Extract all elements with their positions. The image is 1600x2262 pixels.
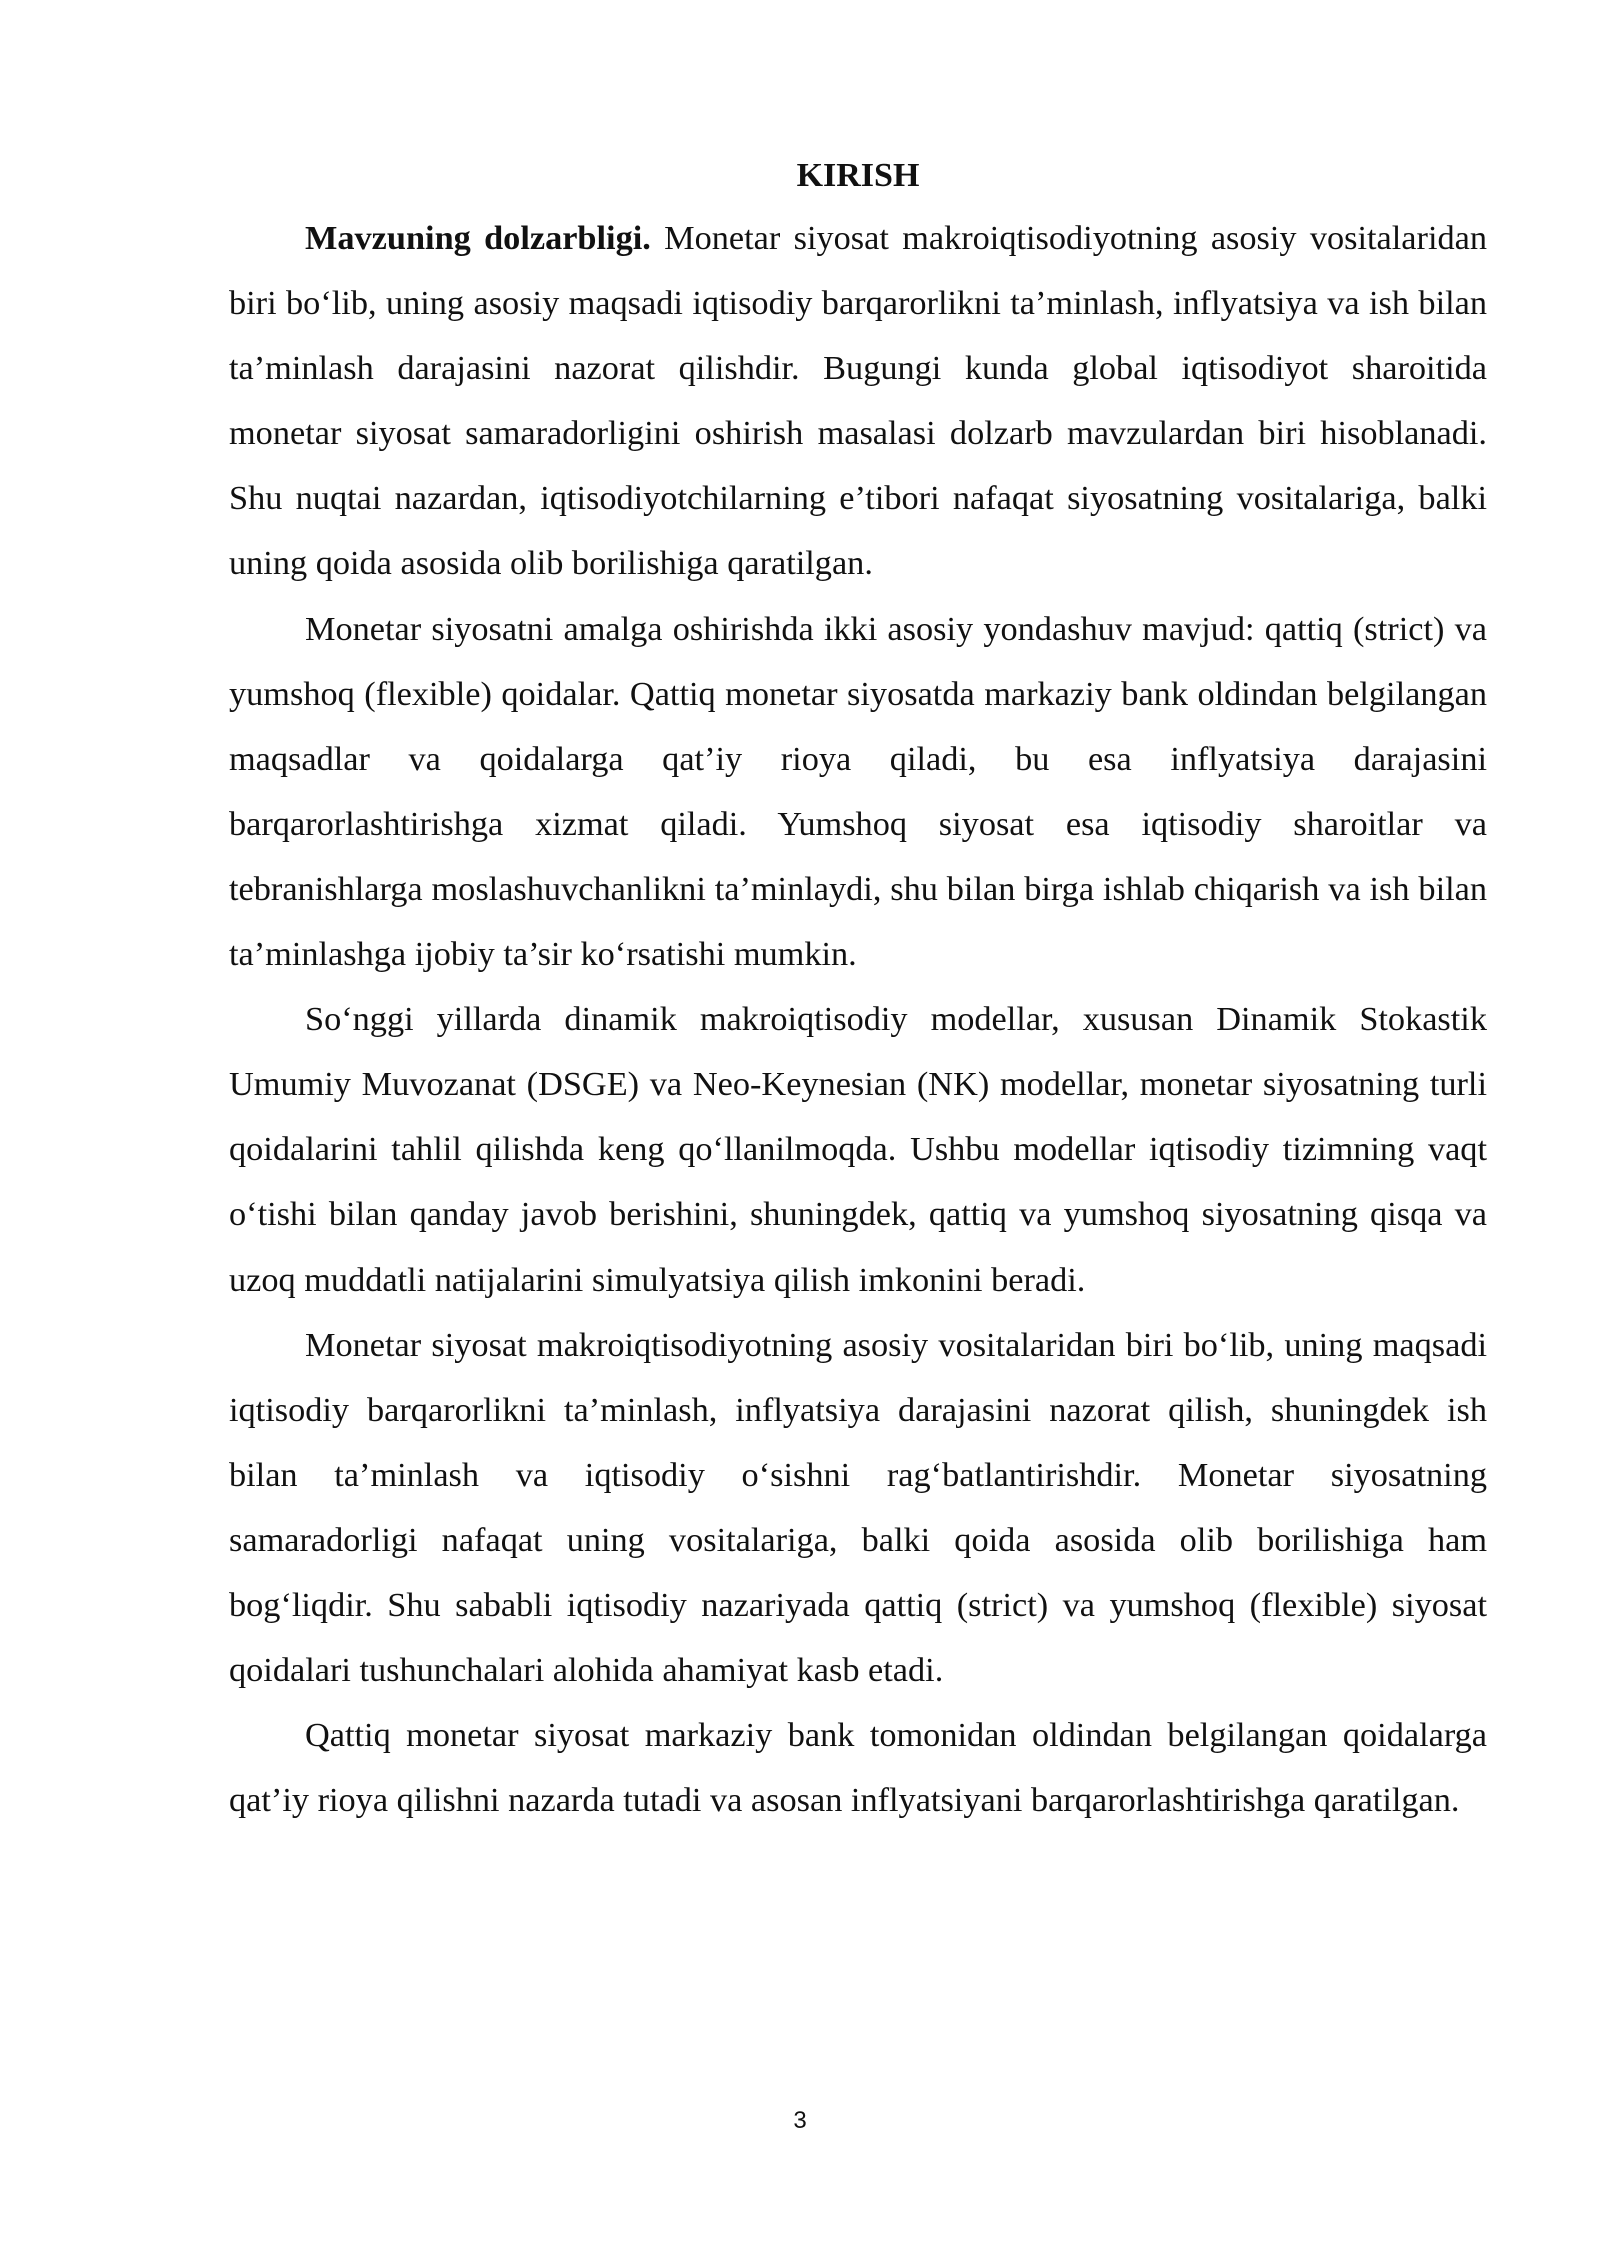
paragraph-text: Monetar siyosat makroiqtisodiyotning asosiy vositalaridan biri bo‘lib, uning asosiy maqsadi iqtisodiy barqarorlikni ta’minlash, inflyatsiya va ish bilan ta’minlash darajasini nazorat qilishdir. Bugungi kunda global iqtisodiyot sharoitida monetar siyosat samaradorligini oshirish masalasi dolzarb mavzulardan biri hisoblanadi. Shu nuqtai nazardan, iqtisodiyotchilarning e’tibori nafaqat siyosatning vositalariga, balki uning qoida asosida olib borilishiga qaratilgan.: [229, 219, 1488, 583]
paragraph-models: So‘nggi yillarda dinamik makroiqtisodiy modellar, xususan Dinamik Stokastik Umumiy Muvozanat (DSGE) va Neo-Keynesian (NK) modellar, monetar siyosatning turli qoidalarini tahlil qilishda keng qo‘llanilmoqda. Ushbu modellar iqtisodiy tizimning vaqt o‘tishi bilan qanday javob berishini, shuningdek, qattiq va yumshoq siyosatning qisqa va uzoq muddatli natijalarini simulyatsiya qilish imkonini beradi.: [229, 1000, 1487, 1299]
page-content: [229, 146, 1487, 1833]
paragraph-strict-policy: Qattiq monetar siyosat markaziy bank tomonidan oldindan belgilangan qoidalarga qat’iy rioya qilishni nazarda tutadi va asosan inflyatsiyani barqarorlashtirishga qaratilgan.: [229, 1716, 1487, 1820]
paragraph-relevance: [229, 206, 1487, 597]
paragraph-approaches: Monetar siyosatni amalga oshirishda ikki asosiy yondashuv mavjud: qattiq (strict) va yumshoq (flexible) qoidalar. Qattiq monetar siyosatda markaziy bank oldindan belgilangan maqsadlar va qoidalarga qat’iy rioya qiladi, bu esa inflyatsiya darajasini barqarorlashtirishga xizmat qiladi. Yumshoq siyosat esa iqtisodiy sharoitlar va tebranishlarga moslashuvchanlikni ta’minlaydi, shu bilan birga ishlab chiqarish va ish bilan ta’minlashga ijobiy ta’sir ko‘rsatishi mumkin.: [229, 609, 1487, 974]
paragraph-policy-role: Monetar siyosat makroiqtisodiyotning asosiy vositalaridan biri bo‘lib, uning maqsadi iqtisodiy barqarorlikni ta’minlash, inflyatsiya darajasini nazorat qilish, shuningdek ish bilan ta’minlash va iqtisodiy o‘sishni rag‘batlantirishdir. Monetar siyosatning samaradorligi nafaqat uning vositalariga, balki qoida asosida olib borilishiga ham bog‘liqdir. Shu sababli iqtisodiy nazariyada qattiq (strict) va yumshoq (flexible) siyosat qoidalari tushunchalari alohida ahamiyat kasb etadi.: [229, 1325, 1487, 1690]
page-number: 3: [793, 2107, 807, 2134]
paragraph-lead: Mavzuning dolzarbligi.: [305, 219, 651, 257]
section-heading: KIRISH: [796, 157, 920, 194]
